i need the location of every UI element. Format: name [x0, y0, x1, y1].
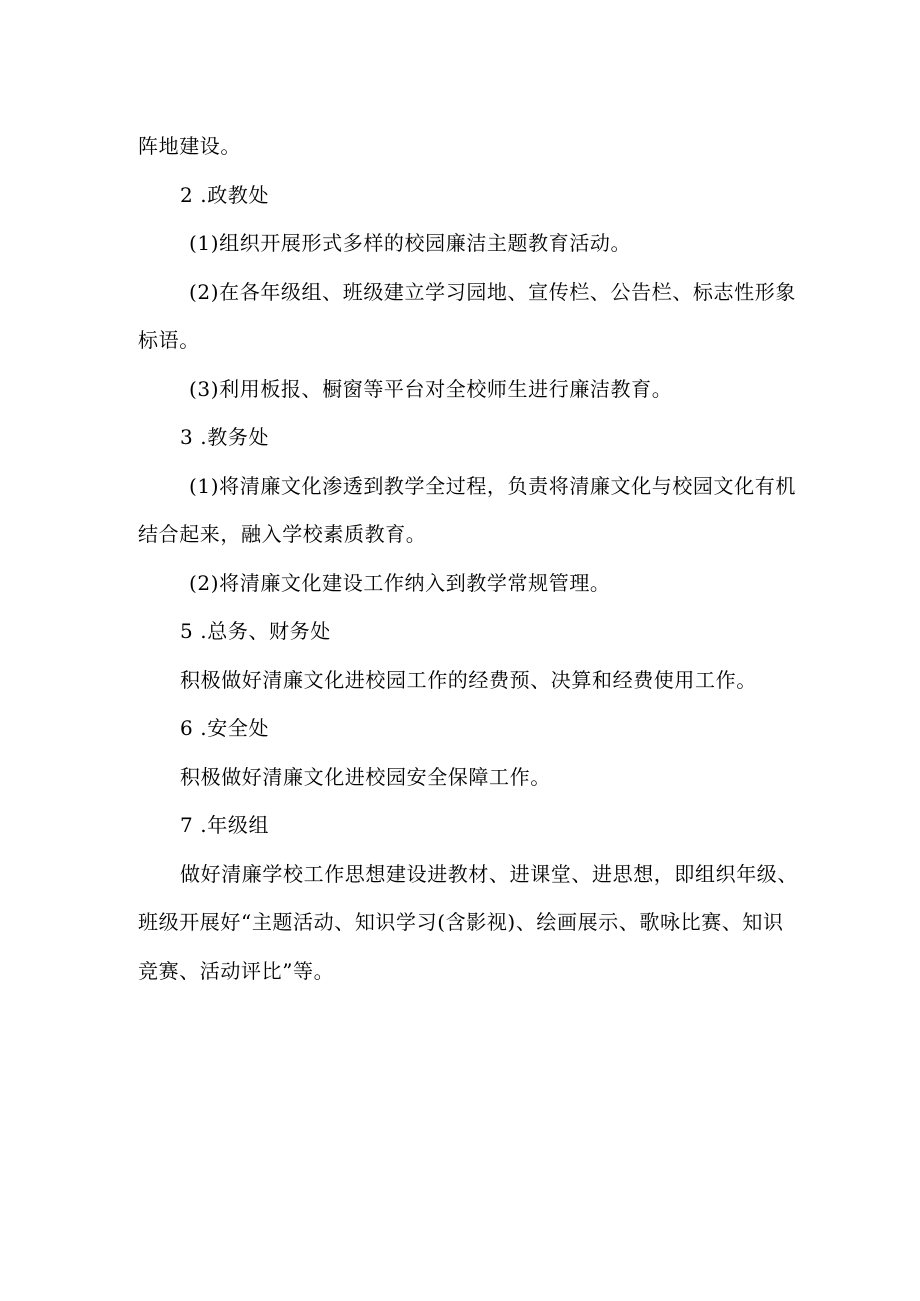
paragraph-line: 标语。 — [138, 328, 200, 352]
paragraph-line: 积极做好清廉文化进校园安全保障工作。 — [180, 765, 551, 789]
list-item: (2)将清廉文化建设工作纳入到教学常规管理。 — [189, 571, 611, 595]
section-heading: 5 .总务、财务处 — [180, 619, 331, 643]
section-heading: 2 .政教处 — [180, 183, 270, 207]
section-heading: 6 .安全处 — [180, 716, 270, 740]
list-item: (1)组织开展形式多样的校园廉洁主题教育活动。 — [189, 231, 632, 255]
paragraph-line: 班级开展好“主题活动、知识学习(含影视)、绘画展示、歌咏比赛、知识 — [138, 910, 784, 934]
list-item: (2)在各年级组、班级建立学习园地、宣传栏、公告栏、标志性形象 — [189, 280, 796, 304]
paragraph-line: 做好清廉学校工作思想建设进教材、进课堂、进思想，即组织年级、 — [180, 862, 798, 886]
paragraph-line: 积极做好清廉文化进校园工作的经费预、决算和经费使用工作。 — [180, 668, 757, 692]
section-heading: 7 .年级组 — [180, 813, 270, 837]
paragraph-line: 竞赛、活动评比”等。 — [138, 959, 335, 983]
list-item: (1)将清廉文化渗透到教学全过程，负责将清廉文化与校园文化有机 — [189, 474, 796, 498]
section-heading: 3 .教务处 — [180, 425, 270, 449]
paragraph-line: 阵地建设。 — [138, 134, 241, 158]
paragraph-line: 结合起来，融入学校素质教育。 — [138, 522, 427, 546]
list-item: (3)利用板报、橱窗等平台对全校师生进行廉洁教育。 — [189, 377, 673, 401]
